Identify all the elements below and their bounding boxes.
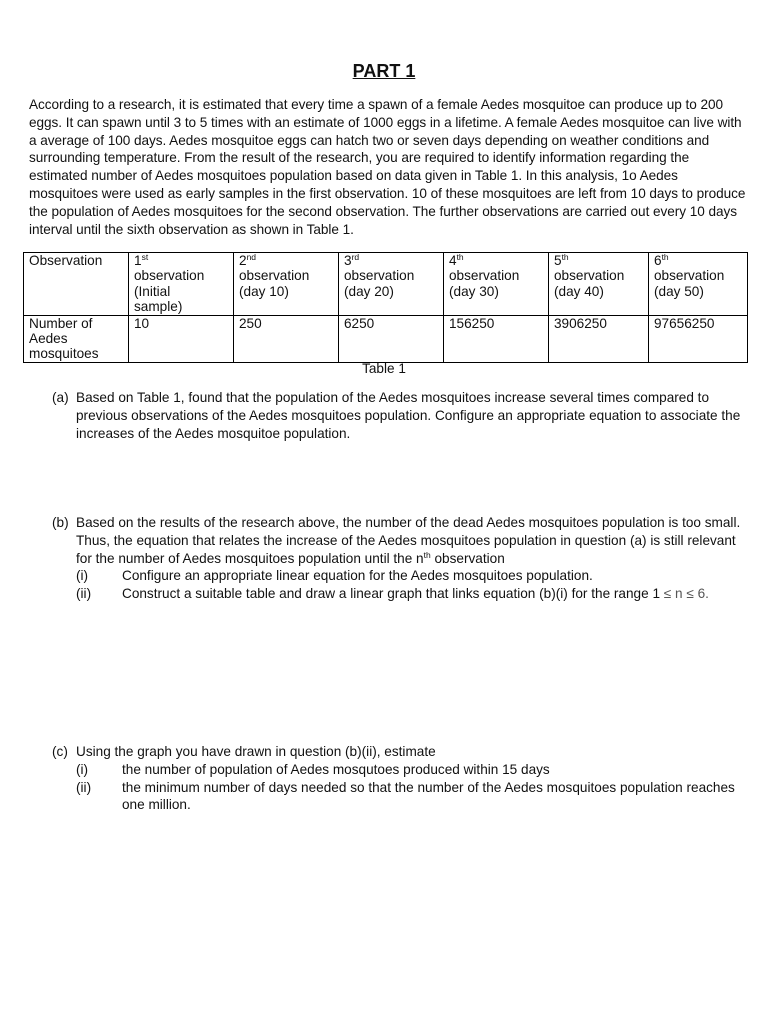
column-header: 5th observation (day 40)	[549, 253, 649, 316]
table-caption: Table 1	[362, 361, 406, 376]
table-cell: 250	[234, 315, 339, 362]
table-cell: 156250	[444, 315, 549, 362]
table-cell: 3906250	[549, 315, 649, 362]
row-header-number: Number of Aedes mosquitoes	[24, 315, 129, 362]
question-text: Based on the results of the research above, the number of the dead Aedes mosquitoes population is too small. Thus, the equation that relates the increase of the Aedes mosquitoes population in question (a) is still relevant for the number of Aedes mosquitoes population until the $n^{th}$ observation	[76, 515, 741, 566]
subquestion-c-ii: (ii) the minimum number of days needed so that the number of the Aedes mosquitoes population reaches one million.	[76, 779, 735, 813]
table-cell: 10	[129, 315, 234, 362]
subquestion-c-i: (i) the number of population of Aedes mosqutoes produced within 15 days	[76, 761, 550, 777]
question-text: Based on Table 1, found that the population of the Aedes mosquitoes increase several times compared to previous observations of the Aedes mosquitoes population. Configure an appropriate equation to associate the increases of the Aedes mosquitoe population.	[76, 390, 741, 441]
page-title: PART 1	[352, 61, 416, 81]
observation-table	[23, 252, 748, 363]
question-a	[52, 389, 752, 442]
question-text: Using the graph you have drawn in question (b)(ii), estimate	[76, 744, 436, 759]
table-cell: 6250	[339, 315, 444, 362]
column-header: 6th observation (day 50)	[649, 253, 748, 316]
intro-paragraph: According to a research, it is estimated that every time a spawn of a female Aedes mosquitoe can produce up to 200 eggs. It can spawn until 3 to 5 times with an estimate of 1000 eggs in a lifetime. A female Aedes mosquitoe can live with a average of 100 days. Aedes mosquitoe eggs can hatch two or seven days depending on weather conditions and surrounding temperature. From the result of the research, you are required to identify information regarding the estimated number of Aedes mosquitoes population based on data given in Table 1. In this analysis, 1o Aedes mosquitoes were used as early samples in the first observation. 10 of these mosquitoes are left from 10 days to produce the population of Aedes mosquitoes for the second observation. The further observations are carried out every 10 days interval until the sixth observation as shown in Table 1.	[29, 97, 746, 237]
column-header: 2nd observation (day 10)	[234, 253, 339, 316]
question-label: (c)	[52, 744, 68, 759]
question-label: (a)	[52, 390, 69, 405]
table-header-row	[24, 253, 748, 316]
column-header: 1st observation (Initial sample)	[129, 253, 234, 316]
subquestion-b-i: (i) Configure an appropriate linear equation for the Aedes mosquitoes population.	[76, 568, 593, 584]
row-header-observation: Observation	[24, 253, 129, 316]
question-c	[52, 743, 752, 814]
column-header: 3rd observation (day 20)	[339, 253, 444, 316]
subquestion-b-ii: (ii) Construct a suitable table and draw a linear graph that links equation (b)(i) for the range 1 ≤ n ≤ 6.	[76, 586, 709, 602]
column-header: 4th observation (day 30)	[444, 253, 549, 316]
table-cell: 97656250	[649, 315, 748, 362]
question-label: (b)	[52, 515, 69, 530]
question-b	[52, 514, 752, 603]
table-row	[24, 315, 748, 362]
